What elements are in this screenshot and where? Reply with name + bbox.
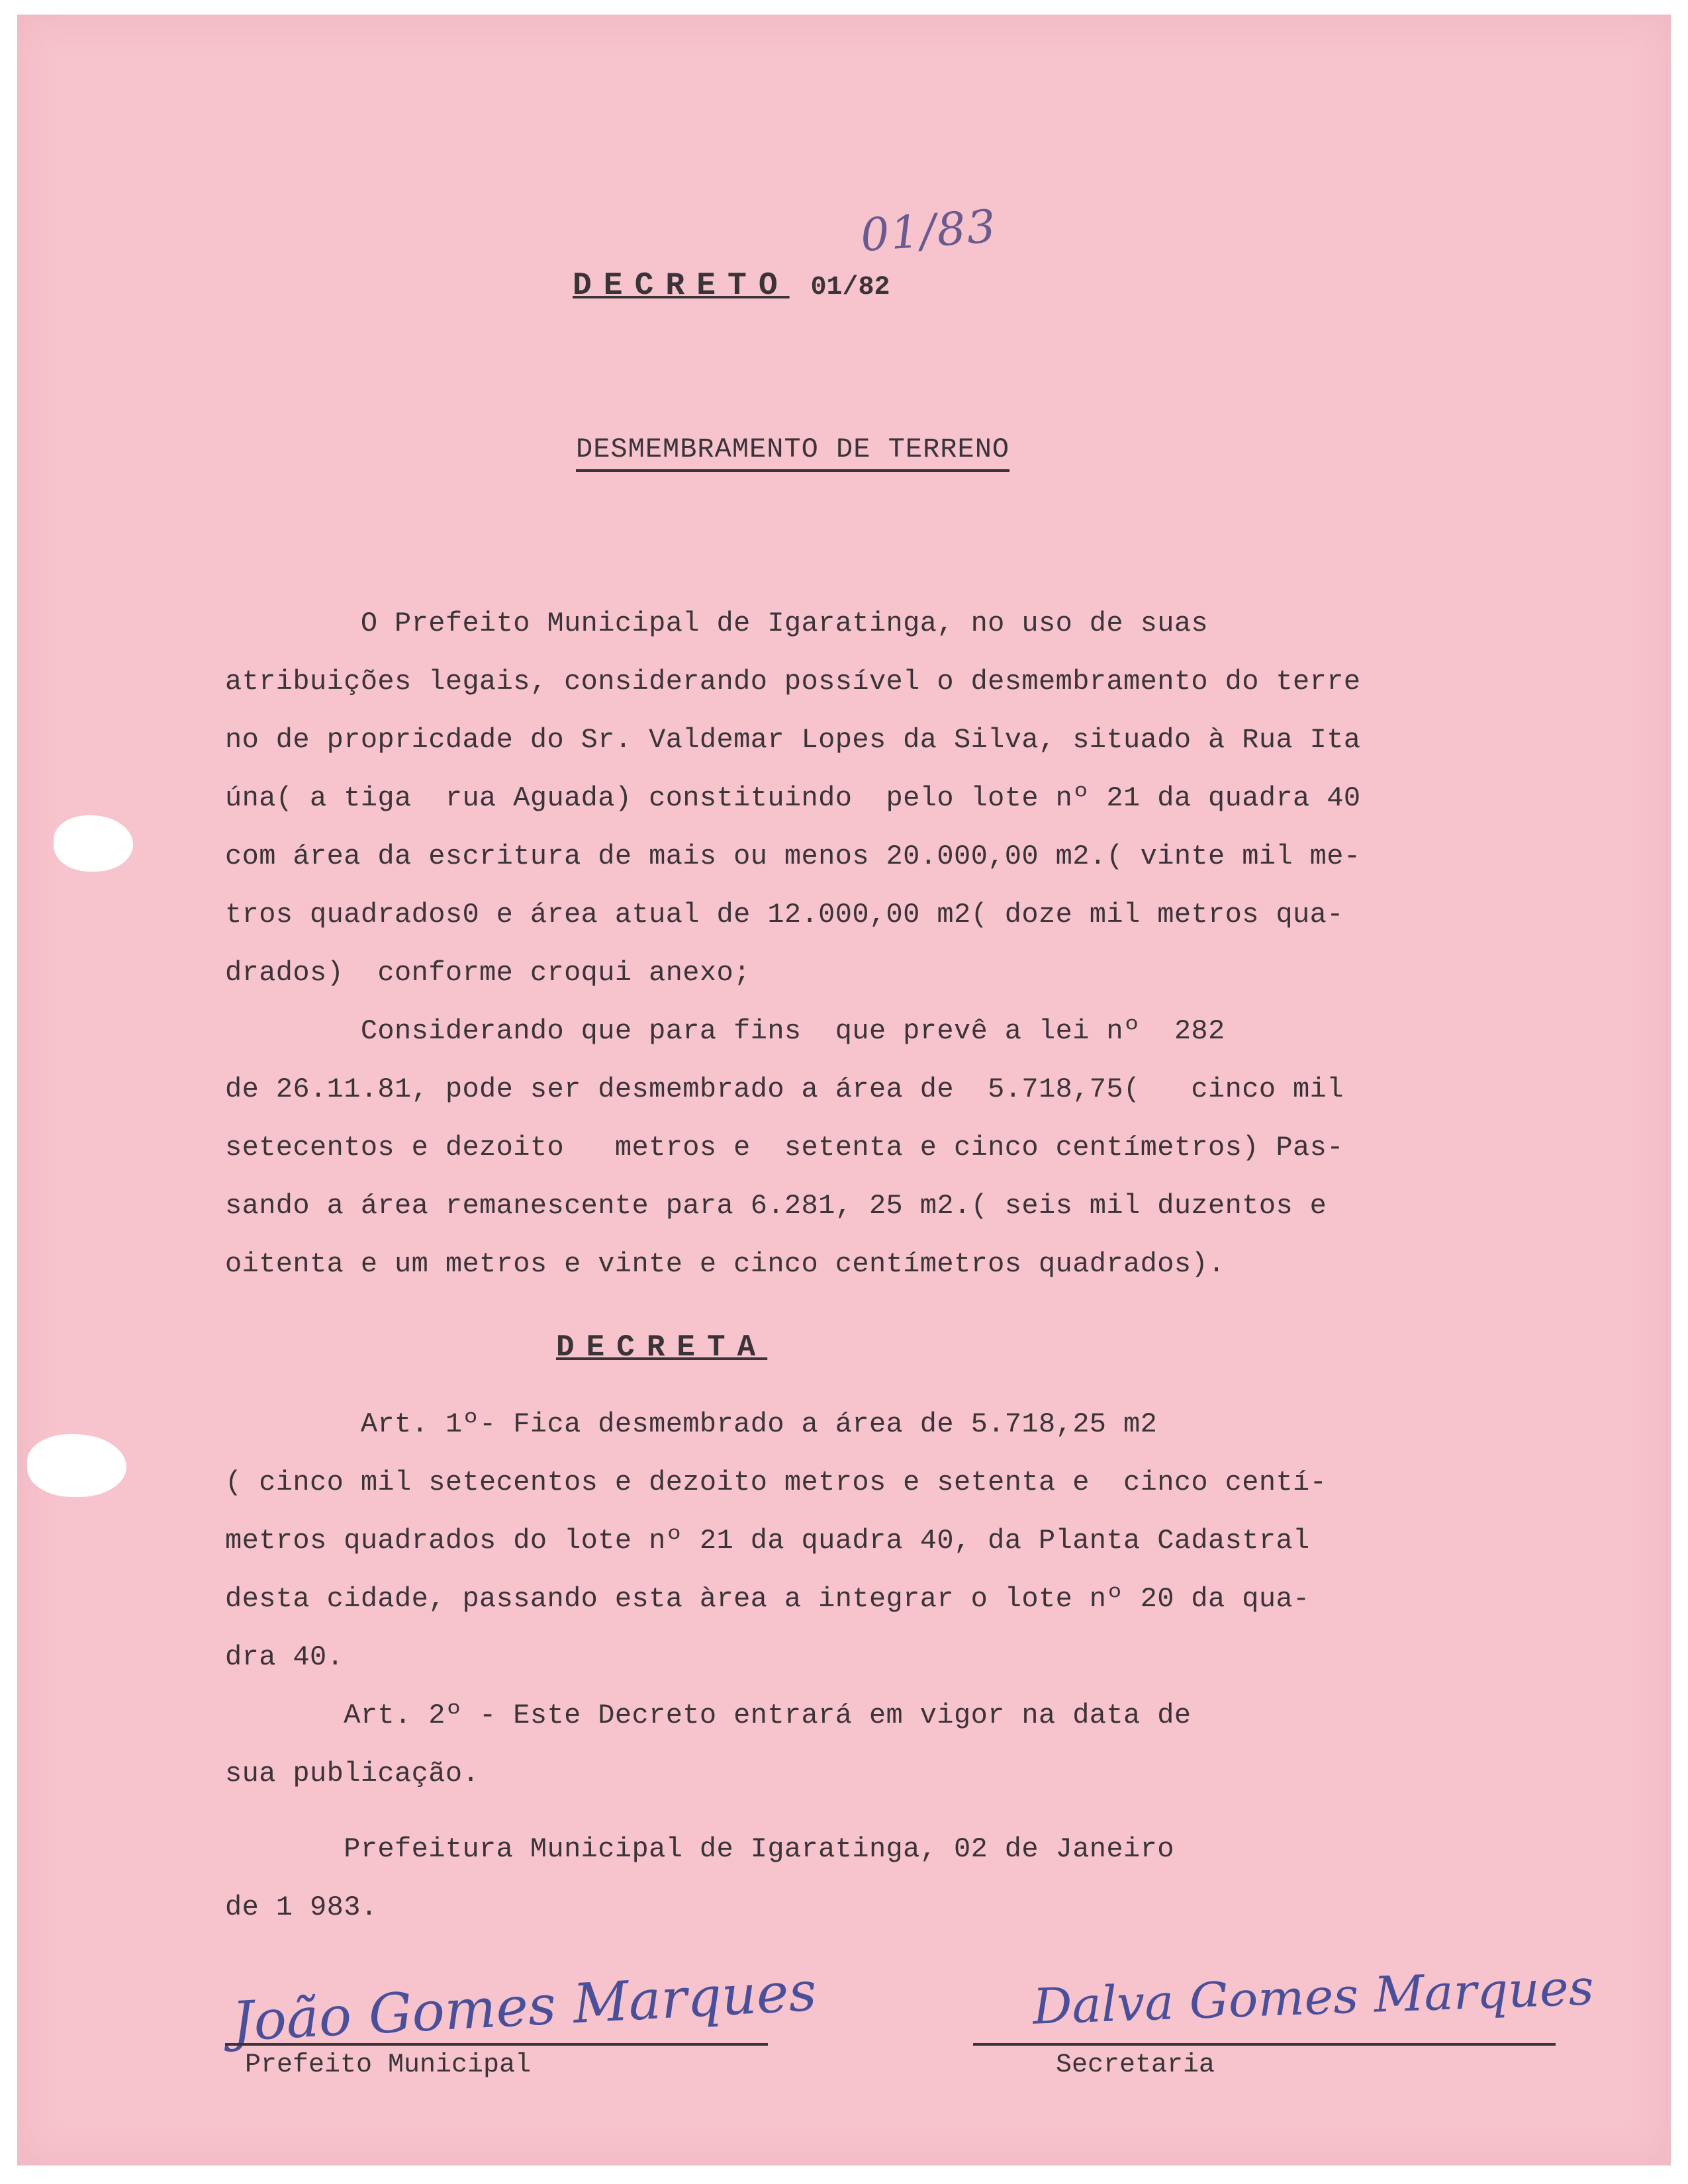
left-signature-line xyxy=(225,2043,768,2046)
text-line: drados) conforme croqui anexo; xyxy=(225,957,751,989)
text-line: Prefeitura Municipal de Igaratinga, 02 de Janeiro xyxy=(225,1833,1174,1865)
text-line: com área da escritura de mais ou menos 20.000,00 m2.( vinte mil me- xyxy=(225,841,1361,872)
decree-subject: DESMEMBRAMENTO DE TERRENO xyxy=(576,433,1009,472)
text-line: de 1 983. xyxy=(225,1891,378,1923)
right-signature-label: Secretaria xyxy=(1056,2050,1215,2080)
decree-title-word: DECRETO xyxy=(573,268,790,304)
left-signature-label: Prefeito Municipal xyxy=(245,2050,532,2080)
text-line: sua publicação. xyxy=(225,1758,480,1790)
text-line: Art. 1º- Fica desmembrado a área de 5.718,25 m2 xyxy=(225,1408,1158,1440)
text-line: Considerando que para fins que prevê a lei nº 282 xyxy=(225,1015,1225,1047)
text-line: ( cinco mil setecentos e dezoito metros e setenta e cinco centí- xyxy=(225,1467,1327,1498)
text-line: úna( a tiga rua Aguada) constituindo pelo lote nº 21 da quadra 40 xyxy=(225,782,1361,814)
text-line: Art. 2º - Este Decreto entrará em vigor na data de xyxy=(225,1700,1192,1731)
decree-number: 01/82 xyxy=(810,273,890,302)
text-line: tros quadrados0 e área atual de 12.000,00 m2( doze mil metros qua- xyxy=(225,899,1344,931)
decreta-heading: DECRETA xyxy=(556,1330,768,1365)
text-line: setecentos e dezoito metros e setenta e cinco centímetros) Pas- xyxy=(225,1132,1344,1163)
text-line: sando a área remanescente para 6.281, 25 m2.( seis mil duzentos e xyxy=(225,1190,1327,1222)
text-line: de 26.11.81, pode ser desmembrado a área de 5.718,75( cinco mil xyxy=(225,1073,1344,1105)
punch-hole-top xyxy=(54,815,133,872)
left-signature: João Gomes Marques xyxy=(230,1960,818,2054)
text-line: atribuições legais, considerando possível o desmembramento do terre xyxy=(225,666,1361,698)
punch-hole-bottom xyxy=(27,1434,126,1497)
text-line: desta cidade, passando esta àrea a integrar o lote nº 20 da qua- xyxy=(225,1583,1310,1615)
text-line: O Prefeito Municipal de Igaratinga, no uso de suas xyxy=(225,608,1209,639)
right-signature-line xyxy=(973,2043,1556,2046)
decree-title xyxy=(573,268,890,304)
handwritten-number: 01/83 xyxy=(859,200,999,263)
text-line: metros quadrados do lote nº 21 da quadra 40, da Planta Cadastral xyxy=(225,1525,1310,1557)
text-line: no de propricdade do Sr. Valdemar Lopes da Silva, situado à Rua Ita xyxy=(225,724,1361,756)
text-line: dra 40. xyxy=(225,1641,344,1673)
right-signature: Dalva Gomes Marques xyxy=(1031,1959,1595,2036)
text-line: oitenta e um metros e vinte e cinco centímetros quadrados). xyxy=(225,1248,1225,1280)
